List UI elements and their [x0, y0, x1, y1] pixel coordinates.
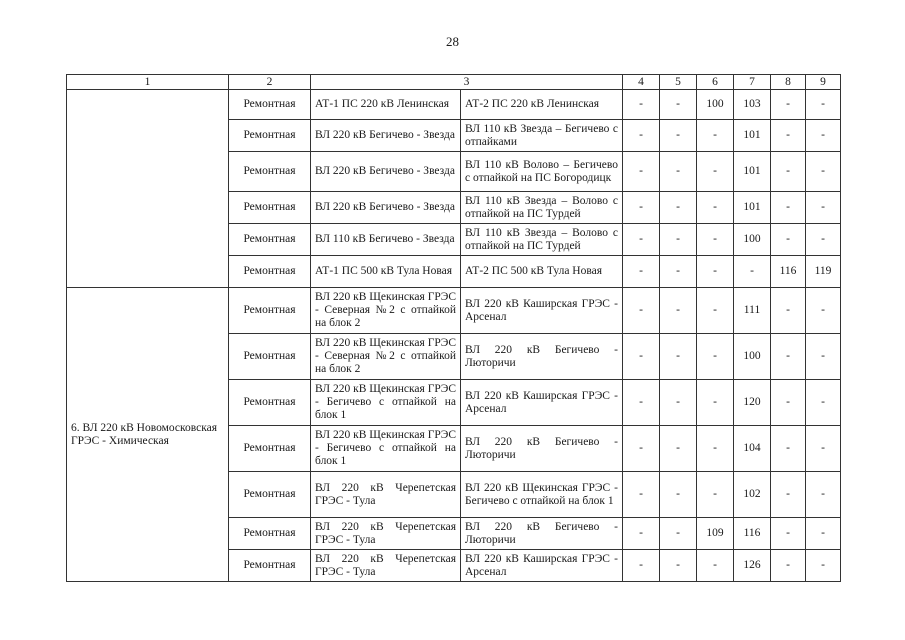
- object-cell: 6. ВЛ 220 кВ Новомосковская ГРЭС - Химическая: [67, 288, 229, 582]
- mode-cell: Ремонтная: [229, 90, 311, 120]
- element-1-cell: ВЛ 220 кВ Щекинская ГРЭС - Бегичево с отпайкой на блок 1: [311, 426, 461, 472]
- value-col-9: -: [806, 380, 841, 426]
- value-col-7: -: [734, 256, 771, 288]
- element-2-cell: ВЛ 220 кВ Бегичево - Лютоpичи: [461, 334, 623, 380]
- value-col-7: 111: [734, 288, 771, 334]
- element-1-cell: ВЛ 220 кВ Черепетская ГРЭС - Тула: [311, 550, 461, 582]
- element-1-cell: ВЛ 220 кВ Щекинская ГРЭС - Северная №2 с отпайкой на блок 2: [311, 288, 461, 334]
- value-col-8: -: [771, 334, 806, 380]
- value-col-9: -: [806, 472, 841, 518]
- value-col-8: -: [771, 192, 806, 224]
- value-col-9: -: [806, 120, 841, 152]
- value-col-6: -: [697, 152, 734, 192]
- value-col-8: -: [771, 426, 806, 472]
- element-1-cell: ВЛ 220 кВ Щекинская ГРЭС - Северная №2 с отпайкой на блок 2: [311, 334, 461, 380]
- value-col-5: -: [660, 256, 697, 288]
- element-2-cell: ВЛ 220 кВ Каширская ГРЭС - Арсенал: [461, 550, 623, 582]
- table-row: [67, 90, 841, 120]
- value-col-4: -: [623, 426, 660, 472]
- value-col-5: -: [660, 426, 697, 472]
- element-2-cell: ВЛ 110 кВ Звезда – Волово с отпайкой на ПС Турдей: [461, 224, 623, 256]
- value-col-5: -: [660, 550, 697, 582]
- value-col-8: -: [771, 550, 806, 582]
- header-col-1: 1: [67, 75, 229, 90]
- mode-cell: Ремонтная: [229, 192, 311, 224]
- mode-cell: Ремонтная: [229, 120, 311, 152]
- value-col-7: 102: [734, 472, 771, 518]
- value-col-4: -: [623, 288, 660, 334]
- mode-cell: Ремонтная: [229, 256, 311, 288]
- value-col-5: -: [660, 334, 697, 380]
- value-col-8: -: [771, 120, 806, 152]
- table-body: [67, 90, 841, 582]
- value-col-8: -: [771, 90, 806, 120]
- value-col-8: -: [771, 472, 806, 518]
- value-col-6: -: [697, 224, 734, 256]
- value-col-9: -: [806, 288, 841, 334]
- value-col-9: -: [806, 192, 841, 224]
- value-col-6: -: [697, 334, 734, 380]
- header-col-4: 4: [623, 75, 660, 90]
- value-col-6: -: [697, 120, 734, 152]
- value-col-9: -: [806, 518, 841, 550]
- header-col-2: 2: [229, 75, 311, 90]
- value-col-9: -: [806, 90, 841, 120]
- value-col-5: -: [660, 90, 697, 120]
- value-col-7: 126: [734, 550, 771, 582]
- element-2-cell: ВЛ 220 кВ Каширская ГРЭС - Арсенал: [461, 288, 623, 334]
- value-col-4: -: [623, 518, 660, 550]
- object-cell: [67, 90, 229, 288]
- element-2-cell: АТ-2 ПС 220 кВ Ленинская: [461, 90, 623, 120]
- mode-cell: Ремонтная: [229, 426, 311, 472]
- element-1-cell: ВЛ 220 кВ Черепетская ГРЭС - Тула: [311, 472, 461, 518]
- value-col-5: -: [660, 518, 697, 550]
- header-col-9: 9: [806, 75, 841, 90]
- value-col-5: -: [660, 192, 697, 224]
- value-col-4: -: [623, 256, 660, 288]
- mode-cell: Ремонтная: [229, 224, 311, 256]
- value-col-8: -: [771, 224, 806, 256]
- value-col-7: 103: [734, 90, 771, 120]
- value-col-8: -: [771, 288, 806, 334]
- value-col-5: -: [660, 224, 697, 256]
- value-col-4: -: [623, 152, 660, 192]
- value-col-9: -: [806, 550, 841, 582]
- value-col-6: -: [697, 426, 734, 472]
- header-col-3: 3: [311, 75, 623, 90]
- value-col-5: -: [660, 120, 697, 152]
- value-col-6: -: [697, 550, 734, 582]
- value-col-9: -: [806, 334, 841, 380]
- value-col-9: -: [806, 152, 841, 192]
- mode-cell: Ремонтная: [229, 550, 311, 582]
- element-1-cell: ВЛ 220 кВ Черепетская ГРЭС - Тула: [311, 518, 461, 550]
- value-col-7: 100: [734, 224, 771, 256]
- value-col-7: 101: [734, 152, 771, 192]
- value-col-6: -: [697, 288, 734, 334]
- header-col-7: 7: [734, 75, 771, 90]
- value-col-4: -: [623, 224, 660, 256]
- mode-cell: Ремонтная: [229, 380, 311, 426]
- element-1-cell: ВЛ 220 кВ Бегичево - Звезда: [311, 192, 461, 224]
- value-col-6: -: [697, 472, 734, 518]
- value-col-6: 109: [697, 518, 734, 550]
- mode-cell: Ремонтная: [229, 334, 311, 380]
- value-col-9: 119: [806, 256, 841, 288]
- element-1-cell: ВЛ 110 кВ Бегичево - Звезда: [311, 224, 461, 256]
- element-2-cell: ВЛ 220 кВ Щекинская ГРЭС - Бегичево с отпайкой на блок 1: [461, 472, 623, 518]
- value-col-5: -: [660, 152, 697, 192]
- element-2-cell: ВЛ 110 кВ Звезда – Бегичево с отпайками: [461, 120, 623, 152]
- value-col-7: 120: [734, 380, 771, 426]
- table-row: [67, 288, 841, 334]
- element-2-cell: ВЛ 220 кВ Каширская ГРЭС - Арсенал: [461, 380, 623, 426]
- value-col-5: -: [660, 288, 697, 334]
- value-col-7: 116: [734, 518, 771, 550]
- value-col-8: 116: [771, 256, 806, 288]
- value-col-9: -: [806, 224, 841, 256]
- value-col-5: -: [660, 472, 697, 518]
- value-col-4: -: [623, 472, 660, 518]
- header-col-6: 6: [697, 75, 734, 90]
- value-col-4: -: [623, 120, 660, 152]
- value-col-7: 101: [734, 120, 771, 152]
- value-col-9: -: [806, 426, 841, 472]
- mode-cell: Ремонтная: [229, 518, 311, 550]
- limits-table: [66, 74, 841, 582]
- mode-cell: Ремонтная: [229, 152, 311, 192]
- element-2-cell: ВЛ 220 кВ Бегичево - Лютоpичи: [461, 518, 623, 550]
- value-col-8: -: [771, 518, 806, 550]
- value-col-6: -: [697, 256, 734, 288]
- value-col-6: -: [697, 192, 734, 224]
- value-col-8: -: [771, 152, 806, 192]
- value-col-7: 104: [734, 426, 771, 472]
- mode-cell: Ремонтная: [229, 472, 311, 518]
- element-1-cell: ВЛ 220 кВ Бегичево - Звезда: [311, 120, 461, 152]
- value-col-7: 100: [734, 334, 771, 380]
- table-header: [67, 75, 841, 90]
- header-col-5: 5: [660, 75, 697, 90]
- element-1-cell: ВЛ 220 кВ Бегичево - Звезда: [311, 152, 461, 192]
- element-1-cell: АТ-1 ПС 220 кВ Ленинская: [311, 90, 461, 120]
- value-col-4: -: [623, 90, 660, 120]
- page-number: 28: [446, 34, 459, 49]
- element-2-cell: АТ-2 ПС 500 кВ Тула Новая: [461, 256, 623, 288]
- mode-cell: Ремонтная: [229, 288, 311, 334]
- value-col-6: -: [697, 380, 734, 426]
- value-col-4: -: [623, 334, 660, 380]
- value-col-4: -: [623, 380, 660, 426]
- value-col-6: 100: [697, 90, 734, 120]
- value-col-7: 101: [734, 192, 771, 224]
- element-1-cell: ВЛ 220 кВ Щекинская ГРЭС - Бегичево с отпайкой на блок 1: [311, 380, 461, 426]
- value-col-5: -: [660, 380, 697, 426]
- element-2-cell: ВЛ 110 кВ Волово – Бегичево с отпайкой на ПС Богородицк: [461, 152, 623, 192]
- element-2-cell: ВЛ 110 кВ Звезда – Волово с отпайкой на ПС Турдей: [461, 192, 623, 224]
- element-1-cell: АТ-1 ПС 500 кВ Тула Новая: [311, 256, 461, 288]
- value-col-4: -: [623, 550, 660, 582]
- header-col-8: 8: [771, 75, 806, 90]
- value-col-4: -: [623, 192, 660, 224]
- element-2-cell: ВЛ 220 кВ Бегичево - Лютоpичи: [461, 426, 623, 472]
- value-col-8: -: [771, 380, 806, 426]
